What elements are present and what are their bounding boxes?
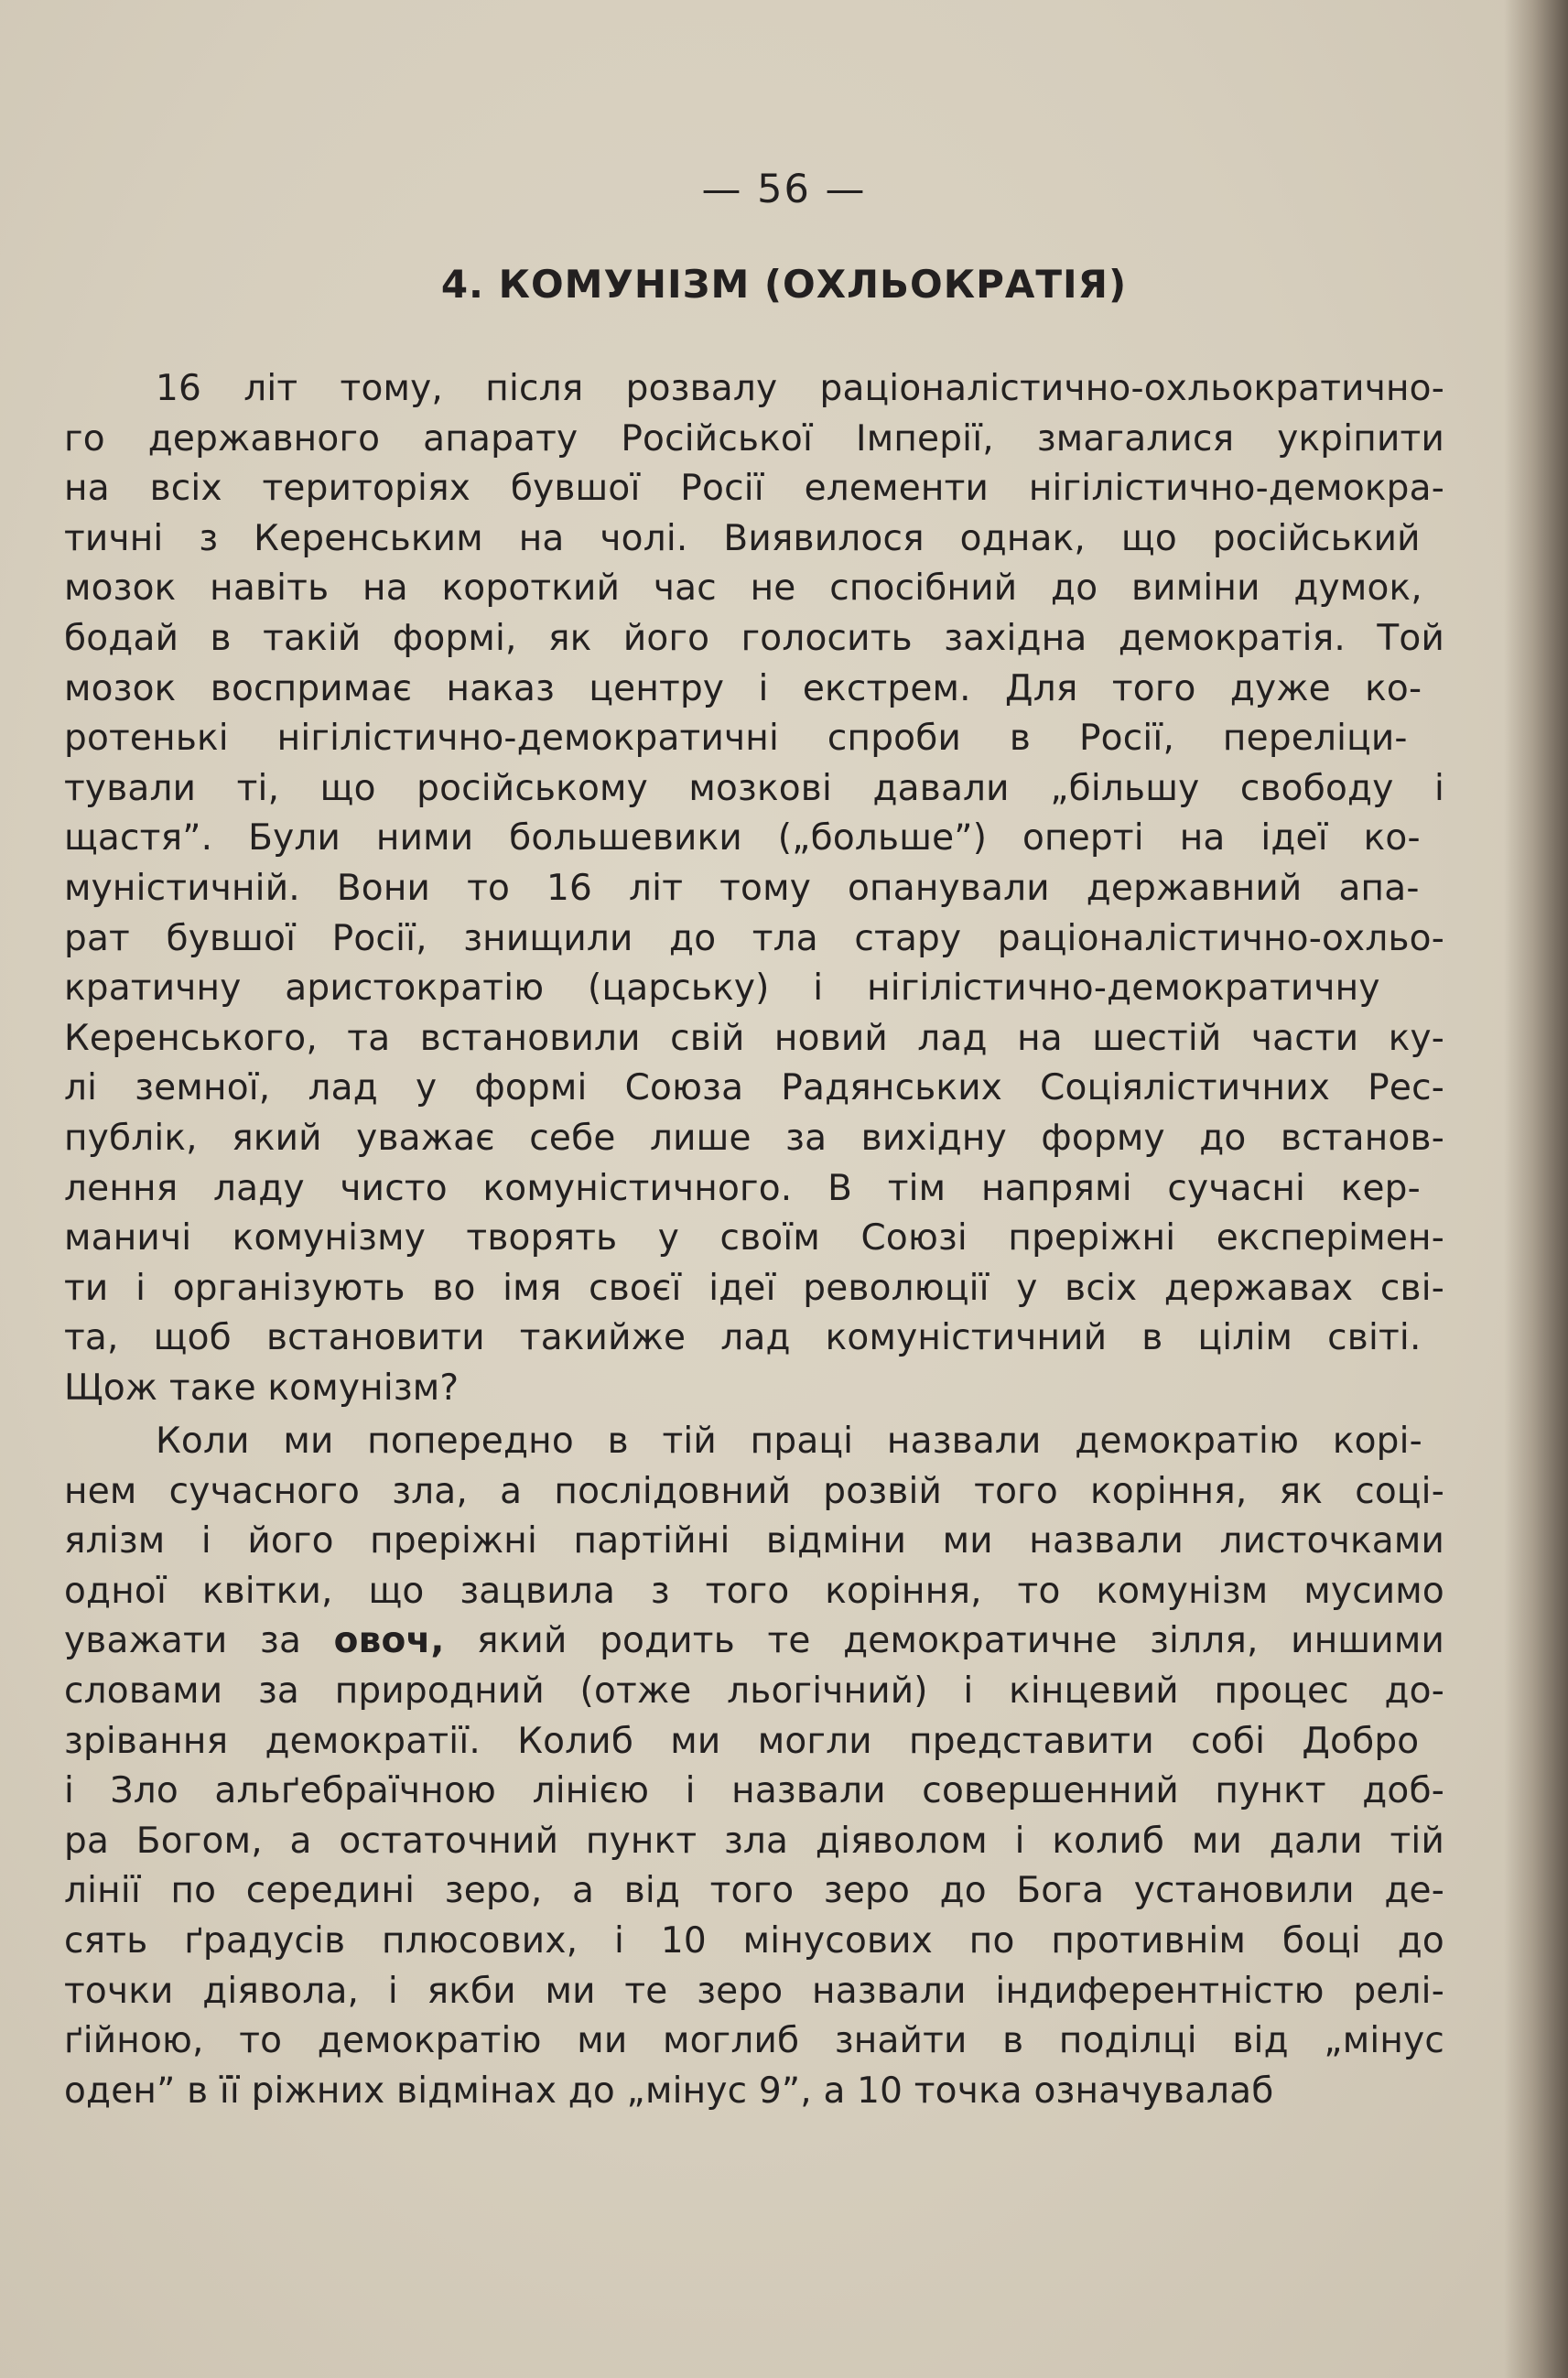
text-line: оден” в її ріжних відмінах до „мінус 9”, а 10 точка означувалаб [64,2070,1274,2112]
text-line: точки діявола, і якби ми те зеро назвали індиферентністю релі- [64,1970,1444,2012]
text-line: та, щоб встановити такийже лад комуністичний в цілім світі. [64,1317,1422,1359]
text-line: мозок воспримає наказ центру і екстрем. Для того дуже ко- [64,667,1422,709]
text-line: го державного апарату Російської Імперії, змагалися укріпити [64,417,1444,459]
text-line: тували ті, що російському мозкові давали „більшу свободу і [64,767,1444,809]
text-line: кратичну аристократію (царську) і нігілістично-демократичну [64,967,1380,1010]
text-line: ґійною, то демократію ми моглиб знайти в поділці від „мінус [64,2020,1444,2062]
text-line: рат бувшої Росії, знищили до тла стару раціоналістично-охльо- [64,917,1444,959]
page-number: — 56 — [701,167,867,212]
text-line: Керенського, та встановили свій новий лад на шестій части ку- [64,1017,1444,1059]
text-line: лення ладу чисто комуністичного. В тім напрямі сучасні кер- [64,1167,1421,1209]
text-line: ра Богом, а остаточний пункт зла діяволом і колиб ми дали тій [64,1820,1444,1862]
text-line: нем сучасного зла, а послідовний розвій того коріння, як соці- [64,1470,1444,1512]
text-line: сять ґрадусів плюсових, і 10 мінусових по противнім боці до [64,1920,1444,1962]
text-line: Щож таке комунізм? [64,1367,460,1409]
text-line: мозок навіть на короткий час не спосібний до виміни думок, [64,567,1422,610]
text-line: муністичній. Вони то 16 літ тому опанували державний апа- [64,868,1420,909]
text-line: публік, який уважає себе лише за вихідну форму до встанов- [64,1118,1444,1159]
text-line: маничі комунізму творять у своїм Союзі преріжні експерімен- [64,1217,1444,1259]
text-line: зрівання демократії. Колиб ми могли представити собі Добро [64,1720,1420,1762]
text-line: тичні з Керенським на чолі. Виявилося однак, що російський [64,517,1421,559]
text-line: ялізм і його преріжні партійні відміни ми назвали листочками [64,1520,1444,1562]
text-line: і Зло альґебраїчною лінією і назвали совершенний пункт доб- [64,1770,1444,1812]
text-line: словами за природний (отже льогічний) і кінцевий процес до- [64,1670,1444,1712]
text-line: ти і організують во імя своєї ідеї революції у всіх державах сві- [64,1267,1444,1309]
binding-edge [1504,0,1568,2378]
text-line: на всіх територіях бувшої Росії елементи нігілістично-демокра- [64,468,1444,510]
bold-word: овоч, [333,1620,445,1662]
chapter-title: 4. КОМУНІЗМ (ОХЛЬОКРАТІЯ) [440,262,1128,307]
text-line: бодай в такій формі, як його голосить західна демократія. Той [64,618,1444,659]
text-line: лінії по середині зеро, а від того зеро до Бога установили де- [64,1870,1444,1912]
text-line: одної квітки, що зацвила з того коріння, то комунізм мусимо [64,1570,1444,1612]
text-line: уважати за овоч, який родить те демократичне зілля, иншими [64,1620,1444,1662]
text-line: лі земної, лад у формі Союза Радянських Соціялістичних Рес- [64,1067,1444,1109]
text-line: щастя”. Були ними большевики („больше”) оперті на ідеї ко- [64,817,1421,859]
text-line: 16 літ тому, після розвалу раціоналістично-охльократично- [156,368,1444,409]
text-line: Коли ми попередно в тій праці назвали демократію корі- [156,1421,1422,1462]
text-line: ротенькі нігілістично-демократичні спроби в Росії, переліци- [64,718,1408,760]
